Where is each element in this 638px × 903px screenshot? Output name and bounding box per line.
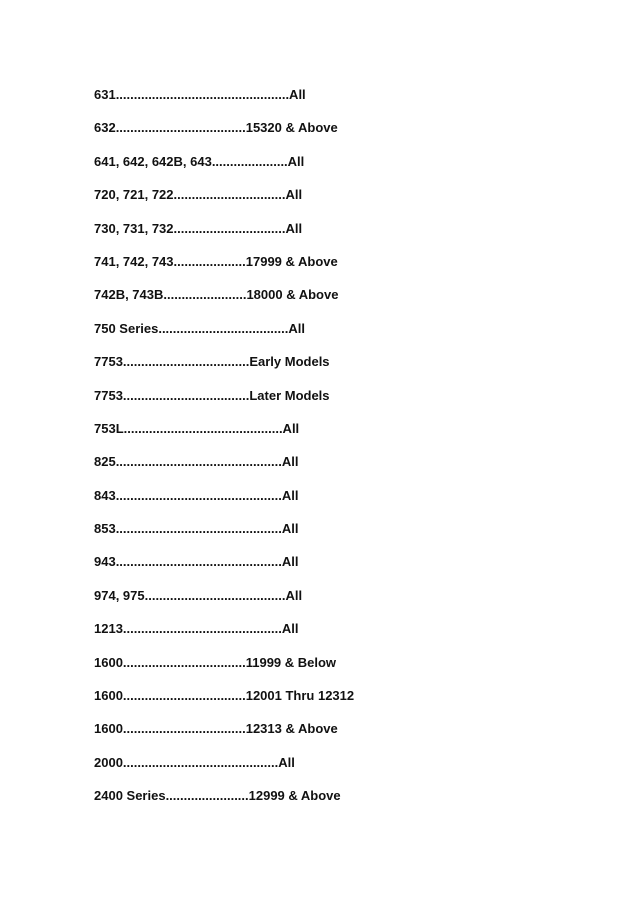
list-item: 1600..................................12001 Thru 12312	[94, 688, 355, 704]
list-item: 7753...................................Later Models	[94, 387, 330, 403]
list-item: 742B, 743B.......................18000 & Above	[94, 287, 339, 303]
list-item: 641, 642, 642B, 643.....................All	[94, 153, 305, 169]
list-item: 750 Series....................................All	[94, 320, 305, 336]
list-item: 843..............................................All	[94, 487, 299, 503]
list-item: 741, 742, 743....................17999 & Above	[94, 253, 338, 269]
list-item: 853..............................................All	[94, 521, 299, 537]
list-item: 7753...................................Early Models	[94, 354, 330, 370]
list-item: 730, 731, 732...............................All	[94, 220, 303, 236]
list-item: 2000...........................................All	[94, 754, 295, 770]
list-item: 825..............................................All	[94, 454, 299, 470]
list-item: 2400 Series.......................12999 & Above	[94, 788, 341, 804]
list-item: 631................................................All	[94, 87, 306, 102]
list-item: 720, 721, 722...............................All	[94, 187, 303, 203]
list-item: 1600..................................11999 & Below	[94, 654, 337, 670]
list-item: 753L............................................All	[94, 420, 300, 436]
list-item: 943..............................................All	[94, 554, 299, 570]
list-item: 974, 975.......................................All	[94, 587, 303, 603]
list-item: 1213............................................All	[94, 621, 299, 637]
model-serial-list	[94, 85, 594, 820]
list-item: 1600..................................12313 & Above	[94, 721, 338, 737]
list-item: 632....................................15320 & Above	[94, 120, 338, 136]
